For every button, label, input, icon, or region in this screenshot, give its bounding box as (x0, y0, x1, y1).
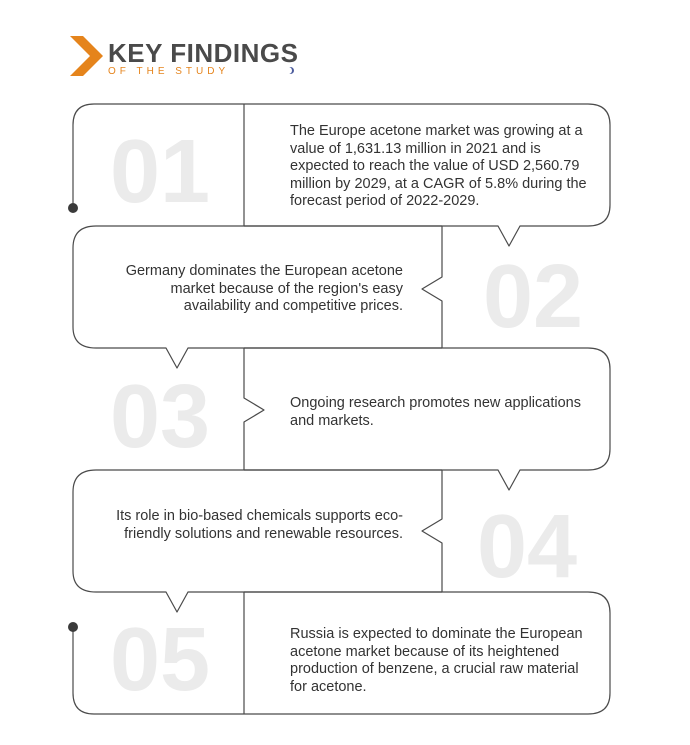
finding-number-5: 05 (109, 610, 211, 710)
divider-2 (422, 226, 442, 348)
finding-number-1: 01 (109, 122, 211, 222)
finding-text-2: Germany dominates the European acetone market because of the region's easy availability and competitive prices. (125, 263, 403, 314)
finding-number-2: 02 (482, 247, 584, 347)
divider-3 (244, 348, 264, 470)
divider-4 (422, 470, 442, 592)
end-dot (68, 622, 78, 632)
finding-text-1: The Europe acetone market was growing at a value of 1,631.13 million in 2021 and is expected to reach the value of USD 2,560.79 million by 2029, at a CAGR of 5.8% during the forecast period of 2022-2029. (290, 123, 587, 209)
page-title: KEY FINDINGS (108, 38, 299, 68)
finding-text-3: Ongoing research promotes new applications and markets. (290, 395, 581, 429)
finding-text-4: Its role in bio-based chemicals supports eco-friendly solutions and renewable resources. (116, 508, 403, 542)
finding-text-5: Russia is expected to dominate the European acetone market because of its heightened production of benzene, a crucial raw material for acetone. (290, 626, 583, 695)
page-subtitle: OF THE STUDY (108, 66, 230, 77)
start-dot (68, 203, 78, 213)
finding-number-3: 03 (109, 367, 211, 467)
finding-number-4: 04 (476, 497, 578, 597)
